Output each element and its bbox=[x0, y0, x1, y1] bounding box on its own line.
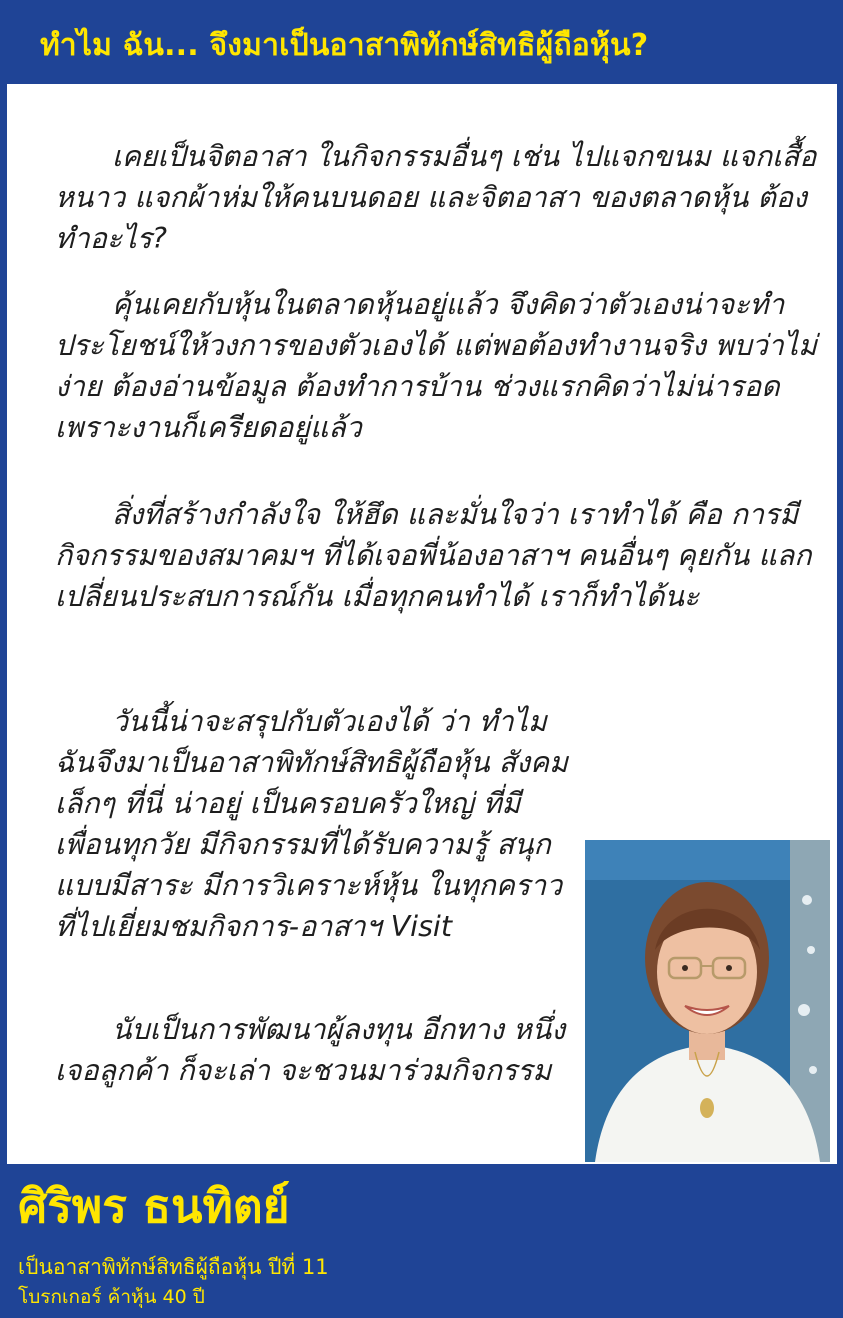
article-paragraph-5: นับเป็นการพัฒนาผู้ลงทุน อีกทาง หนึ่ง เจอลูกค้า ก็จะเล่า จะชวนมาร่วมกิจกรรม bbox=[55, 1013, 566, 1087]
author-name: ศิริพร ธนทิตย์ bbox=[18, 1179, 290, 1233]
author-role: เป็นอาสาพิทักษ์สิทธิผู้ถือหุ้น ปีที่ 11 bbox=[18, 1255, 329, 1279]
article-paragraph-4: วันนี้น่าจะสรุปกับตัวเองได้ ว่า ทำไมฉันจึงมาเป็นอาสาพิทักษ์สิทธิผู้ถือหุ้น สังคมเล็กๆ ที่นี่ น่าอยู่ เป็นครอบครัวใหญ่ ที่มีเพื่อนทุกวัย มีกิจกรรมที่ได้รับความรู้ สนุกแบบมีสาระ มีการวิเคราะห์หุ้น ในทุกคราวที่ไปเยี่ยมชมกิจการ-อาสาฯ Visit bbox=[55, 705, 568, 943]
article-panel bbox=[7, 84, 837, 1164]
page-title: ทำไม ฉัน... จึงมาเป็นอาสาพิทักษ์สิทธิผู้ถือหุ้น? bbox=[40, 28, 649, 63]
article-paragraph-2: คุ้นเคยกับหุ้นในตลาดหุ้นอยู่แล้ว จึงคิดว่าตัวเองน่าจะทำประโยชน์ให้วงการของตัวเองได้ แต่พอต้องทำงานจริง พบว่าไม่ง่าย ต้องอ่านข้อมูล ต้องทำการบ้าน ช่วงแรกคิดว่าไม่น่ารอด เพราะงานก็เครียดอยู่แล้ว bbox=[55, 288, 817, 444]
author-photo bbox=[585, 840, 830, 1162]
article-paragraph-1: เคยเป็นจิตอาสา ในกิจกรรมอื่นๆ เช่น ไปแจกขนม แจกเสื้อหนาว แจกผ้าห่มให้คนบนดอย และจิตอาสา ของตลาดหุ้น ต้องทำอะไร? bbox=[55, 140, 817, 255]
article-paragraph-3: สิ่งที่สร้างกำลังใจ ให้ฮึด และมั่นใจว่า เราทำได้ คือ การมีกิจกรรมของสมาคมฯ ที่ได้เจอพี่น้องอาสาฯ คนอื่นๆ คุยกัน แลกเปลี่ยนประสบการณ์กัน เมื่อทุกคนทำได้ เราก็ทำได้นะ bbox=[55, 498, 812, 613]
header-banner bbox=[0, 0, 843, 84]
author-experience: โบรกเกอร์ ค้าหุ้น 40 ปี bbox=[18, 1286, 205, 1308]
